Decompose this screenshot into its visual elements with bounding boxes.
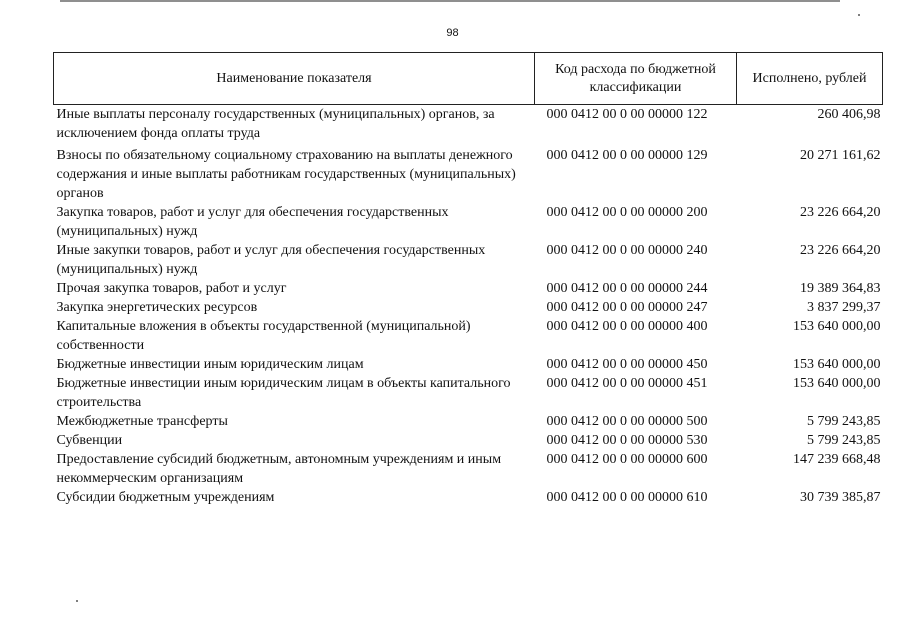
table-row [54, 412, 883, 431]
row-value: 153 640 000,00 [793, 319, 881, 334]
page-number: 98 [446, 27, 459, 39]
row-value: 3 837 299,37 [807, 300, 881, 315]
table-row [54, 241, 883, 279]
header-indicator-name: Наименование показателя [54, 53, 535, 105]
table-row [54, 203, 883, 241]
scan-top-border [60, 0, 840, 2]
table-row [54, 431, 883, 450]
row-name: Прочая закупка товаров, работ и услуг [56, 281, 287, 296]
budget-execution-table [53, 52, 883, 507]
table-row [54, 105, 883, 147]
row-value: 23 226 664,20 [800, 243, 881, 258]
row-name: Взносы по обязательному социальному страхованию на выплаты денежного содержания и иные выплаты работникам государственных (муниципальных) органов [56, 148, 516, 201]
table-row [54, 279, 883, 298]
row-name: Закупка энергетических ресурсов [56, 300, 258, 315]
row-code: 000 0412 00 0 00 00000 610 [546, 490, 708, 505]
table-row [54, 146, 883, 203]
row-value: 153 640 000,00 [793, 376, 881, 391]
table-row [54, 298, 883, 317]
row-value: 19 389 364,83 [800, 281, 881, 296]
row-value: 5 799 243,85 [807, 433, 881, 448]
row-name: Капитальные вложения в объекты государственной (муниципальной) собственности [56, 319, 471, 353]
table-header-row [54, 53, 883, 105]
row-name: Межбюджетные трансферты [56, 414, 228, 429]
row-code: 000 0412 00 0 00 00000 200 [546, 205, 708, 220]
row-code: 000 0412 00 0 00 00000 530 [546, 433, 708, 448]
row-name: Иные выплаты персоналу государственных (муниципальных) органов, за исключением фонда оплаты труда [56, 107, 495, 141]
scan-speck [76, 600, 78, 602]
row-code: 000 0412 00 0 00 00000 247 [546, 300, 708, 315]
row-name: Предоставление субсидий бюджетным, автономным учреждениям и иным некоммерческим организациям [56, 452, 502, 486]
row-name: Иные закупки товаров, работ и услуг для обеспечения государственных (муниципальных) нужд [56, 243, 486, 277]
row-code: 000 0412 00 0 00 00000 122 [546, 107, 708, 122]
row-code: 000 0412 00 0 00 00000 450 [546, 357, 708, 372]
table-row [54, 317, 883, 355]
row-code: 000 0412 00 0 00 00000 400 [546, 319, 708, 334]
table-row [54, 374, 883, 412]
row-name: Субвенции [56, 433, 123, 448]
row-value: 30 739 385,87 [800, 490, 881, 505]
row-name: Субсидии бюджетным учреждениям [56, 490, 275, 505]
row-code: 000 0412 00 0 00 00000 451 [546, 376, 708, 391]
scan-speck [858, 14, 860, 16]
table-row [54, 450, 883, 488]
row-name: Бюджетные инвестиции иным юридическим лицам в объекты капитального строительства [56, 376, 511, 410]
row-code: 000 0412 00 0 00 00000 129 [546, 148, 708, 163]
row-value: 153 640 000,00 [793, 357, 881, 372]
row-value: 23 226 664,20 [800, 205, 881, 220]
row-value: 147 239 668,48 [793, 452, 881, 467]
row-code: 000 0412 00 0 00 00000 600 [546, 452, 708, 467]
header-budget-code: Код расхода по бюджетной классификации [535, 53, 737, 105]
row-value: 5 799 243,85 [807, 414, 881, 429]
row-value: 20 271 161,62 [800, 148, 881, 163]
row-code: 000 0412 00 0 00 00000 500 [546, 414, 708, 429]
table-row [54, 355, 883, 374]
row-code: 000 0412 00 0 00 00000 244 [546, 281, 708, 296]
table-row [54, 488, 883, 507]
row-name: Закупка товаров, работ и услуг для обеспечения государственных (муниципальных) нужд [56, 205, 449, 239]
row-value: 260 406,98 [817, 107, 881, 122]
row-code: 000 0412 00 0 00 00000 240 [546, 243, 708, 258]
header-executed-amount: Исполнено, рублей [737, 53, 883, 105]
row-name: Бюджетные инвестиции иным юридическим лицам [56, 357, 364, 372]
